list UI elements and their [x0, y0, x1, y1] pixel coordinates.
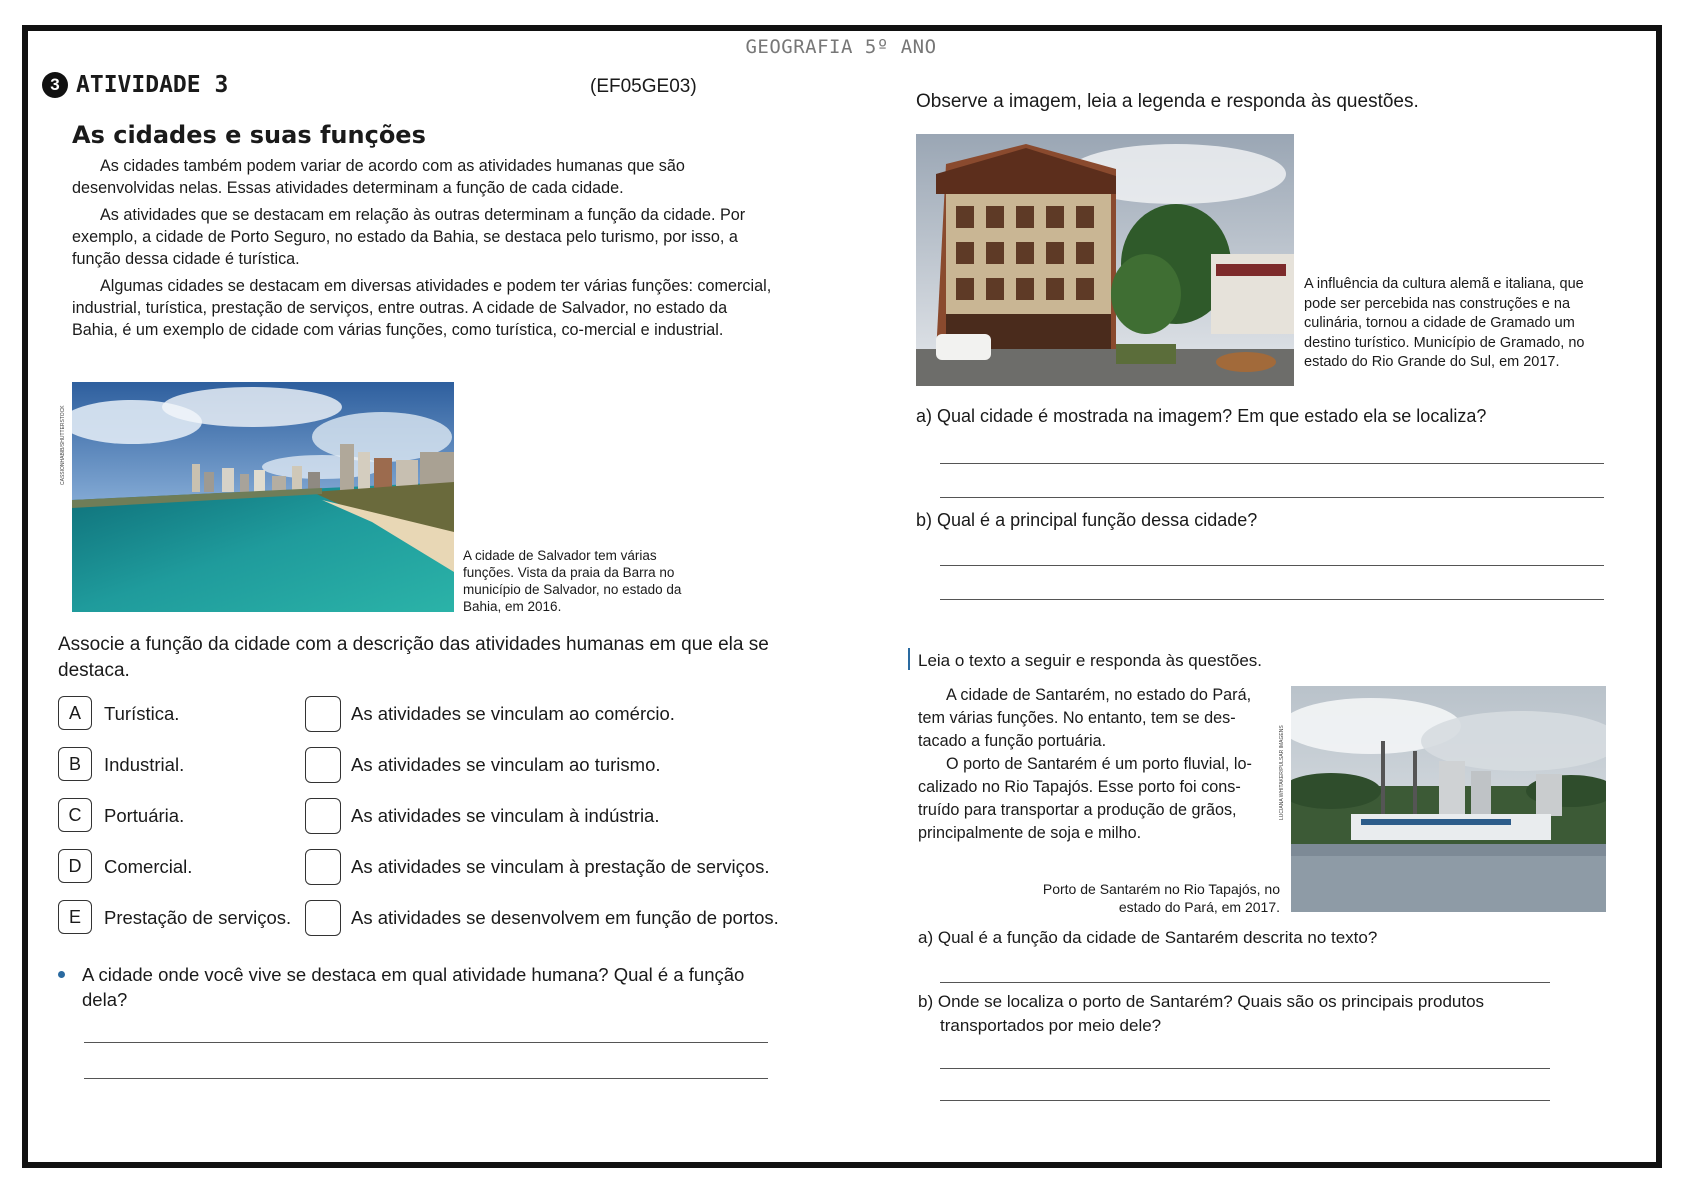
bullet-question-text: A cidade onde você vive se destaca em qual atividade humana? Qual é a função dela?: [82, 964, 745, 1010]
question-text: Onde se localiza o porto de Santarém? Quais são os principais produtos transportados por meio dele?: [937, 992, 1485, 1035]
question-label: a): [918, 928, 934, 947]
intro-text: [72, 155, 772, 346]
answer-line[interactable]: [940, 497, 1604, 498]
associate-question: Associe a função da cidade com a descrição das atividades humanas em que ela se destaca.: [58, 634, 769, 681]
gramado-building-photo: [916, 134, 1294, 386]
matching-row: [58, 849, 798, 887]
answer-line[interactable]: [940, 982, 1550, 983]
read-instruction: Leia o texto a seguir e responda às questões.: [918, 651, 1263, 670]
bullet-icon: [58, 971, 65, 978]
answer-line[interactable]: [940, 565, 1604, 566]
question-text: Qual é a função da cidade de Santarém descrita no texto?: [937, 928, 1378, 947]
question-a-santarem: [918, 926, 1377, 950]
answer-checkbox[interactable]: [305, 900, 341, 936]
page-header: GEOGRAFIA 5º ANO: [745, 36, 937, 58]
santarem-port-photo: [1291, 686, 1606, 912]
santarem-caption: Porto de Santarém no Rio Tapajós, no estado do Pará, em 2017.: [1042, 881, 1280, 915]
answer-line[interactable]: [940, 1100, 1550, 1101]
activity-description: As atividades se vinculam à indústria.: [351, 805, 660, 826]
answer-line[interactable]: [84, 1042, 768, 1043]
intro-paragraph: As atividades que se destacam em relação às outras determinam a função da cidade. Por exemplo, a cidade de Porto Seguro, no estado da Bahia, se destaca pelo turismo, por isso, a função dessa cidade é turística.: [72, 206, 746, 268]
activity-description: As atividades se vinculam ao turismo.: [351, 754, 661, 775]
answer-checkbox[interactable]: [305, 798, 341, 834]
answer-line[interactable]: [84, 1078, 768, 1079]
santarem-text: [918, 684, 1270, 845]
salvador-photo-credit: CASSIONHABIB/SHUTTERSTOCK: [60, 405, 66, 485]
activity-description: As atividades se vinculam ao comércio.: [351, 703, 675, 724]
matching-row: [58, 900, 798, 938]
letter-box: B: [58, 747, 92, 781]
salvador-beach-photo: [72, 382, 454, 612]
santarem-paragraph: A cidade de Santarém, no estado do Pará, tem várias funções. No entanto, tem se des-tacado a função portuária.: [918, 686, 1252, 750]
letter-box: E: [58, 900, 92, 934]
function-label: Comercial.: [104, 856, 193, 877]
matching-row: [58, 696, 798, 734]
activity-description: As atividades se vinculam à prestação de serviços.: [351, 856, 770, 877]
intro-paragraph: Algumas cidades se destacam em diversas atividades e podem ter várias funções: comercial, industrial, turística, prestação de serviços, entre outras. A cidade de Salvador, no estado da Bahia, é um exemplo de cidade com várias funções, como turística, co-mercial e industrial.: [72, 277, 772, 339]
question-text: Qual cidade é mostrada na imagem? Em que estado ela se localiza?: [937, 406, 1487, 426]
activity-title: [42, 72, 228, 98]
santarem-paragraph: O porto de Santarém é um porto fluvial, lo-calizado no Rio Tapajós. Esse porto foi cons-truído para transportar a produção de grãos, principalmente de soja e milho.: [918, 755, 1252, 842]
answer-checkbox[interactable]: [305, 696, 341, 732]
question-label: a): [916, 406, 933, 426]
matching-row: [58, 747, 798, 785]
activity-title-text: ATIVIDADE 3: [76, 72, 229, 98]
letter-box: D: [58, 849, 92, 883]
gramado-caption: A influência da cultura alemã e italiana, que pode ser percebida nas construções e na culinária, tornou a cidade de Gramado um destino turístico. Município de Gramado, no estado do Rio Grande do Sul, em 2017.: [1304, 276, 1585, 370]
question-b-gramado: [916, 508, 1257, 532]
function-label: Prestação de serviços.: [104, 907, 292, 928]
letter-box: C: [58, 798, 92, 832]
answer-line[interactable]: [940, 463, 1604, 464]
answer-line[interactable]: [940, 1068, 1550, 1069]
function-label: Portuária.: [104, 805, 185, 826]
activity-number-badge: 3: [42, 72, 68, 98]
answer-line[interactable]: [940, 599, 1604, 600]
activity-code: (EF05GE03): [590, 76, 697, 97]
activity-description: As atividades se desenvolvem em função de portos.: [351, 907, 779, 928]
observe-instruction: Observe a imagem, leia a legenda e responda às questões.: [916, 91, 1419, 112]
section-title: As cidades e suas funções: [72, 121, 426, 149]
santarem-photo-credit: LUCIANA WHITAKER/PULSAR IMAGENS: [1279, 725, 1285, 820]
salvador-caption: A cidade de Salvador tem várias funções. Vista da praia da Barra no município de Salvador, no estado da Bahia, em 2016.: [463, 548, 682, 614]
answer-checkbox[interactable]: [305, 849, 341, 885]
question-text: Qual é a principal função dessa cidade?: [937, 510, 1258, 530]
question-label: b): [918, 992, 934, 1011]
bullet-question: [58, 962, 758, 1012]
answer-checkbox[interactable]: [305, 747, 341, 783]
function-label: Turística.: [104, 703, 180, 724]
intro-paragraph: As cidades também podem variar de acordo com as atividades humanas que são desenvolvidas nelas. Essas atividades determinam a função de cada cidade.: [72, 157, 685, 197]
question-b-santarem: [918, 990, 1538, 1038]
letter-box: A: [58, 696, 92, 730]
function-label: Industrial.: [104, 754, 185, 775]
section-accent-bar: [908, 648, 910, 670]
question-a-gramado: [916, 404, 1486, 428]
matching-row: [58, 798, 798, 836]
question-label: b): [916, 510, 933, 530]
